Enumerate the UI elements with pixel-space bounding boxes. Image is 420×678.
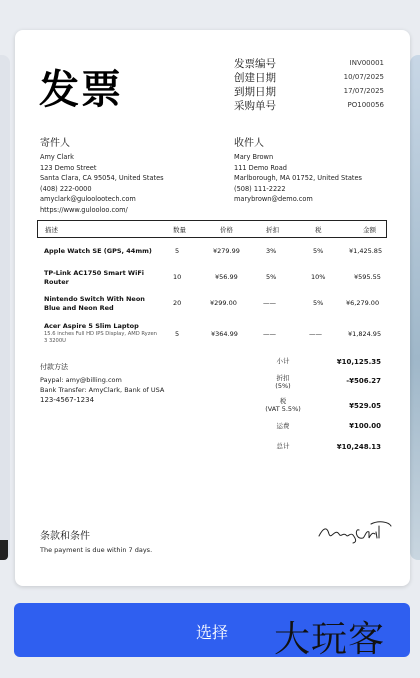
meta-row-invoice-number	[234, 56, 384, 70]
item-discount: 5%	[266, 273, 277, 281]
subtotal-value: ¥10,125.35	[336, 358, 381, 366]
sender-line: amyclark@guloolootech.com	[40, 195, 136, 203]
payment-phone: 123-4567-1234	[40, 396, 95, 404]
recipient-line: 111 Demo Road	[234, 163, 287, 172]
item-discount: 3%	[266, 247, 277, 255]
item-discount: ——	[263, 330, 276, 338]
item-price: ¥56.99	[215, 273, 238, 281]
discount-label: 折扣	[276, 374, 290, 382]
tax-rate: (VAT 5.5%)	[265, 405, 301, 413]
watermark-logo: 大玩客	[274, 619, 386, 660]
meta-value: PO100056	[347, 101, 384, 109]
payment-block	[40, 362, 164, 404]
item-price: ¥364.99	[211, 330, 238, 338]
sender-block	[40, 134, 164, 215]
item-name: Nintendo Switch With Neon Blue and Neon Red	[44, 295, 145, 312]
header-tax: 税	[315, 226, 322, 234]
items-table-header	[37, 220, 387, 238]
shipping-label: 运费	[276, 422, 290, 430]
header-description: 描述	[45, 226, 58, 234]
item-price: ¥299.00	[210, 299, 237, 307]
item-price: ¥279.99	[213, 247, 240, 255]
recipient-block	[234, 134, 362, 205]
recipient-line: Mary Brown	[234, 153, 274, 161]
total-label: 总计	[276, 442, 290, 450]
item-tax: ——	[309, 330, 322, 338]
total-value: ¥10,248.13	[336, 443, 381, 451]
sender-line: Amy Clark	[40, 153, 74, 161]
item-amount: ¥1,425.85	[349, 247, 383, 255]
header-amount: 金额	[363, 226, 376, 234]
recipient-heading: 收件人	[234, 138, 264, 149]
tax-value: ¥529.05	[349, 402, 381, 410]
terms-block	[40, 527, 152, 554]
item-name: Acer Aspire 5 Slim Laptop	[44, 322, 139, 330]
sender-heading: 寄件人	[40, 138, 70, 149]
item-tax: 5%	[313, 247, 324, 255]
meta-row-created-date	[234, 70, 384, 84]
meta-label: 创建日期	[234, 71, 276, 84]
payment-heading: 付款方法	[40, 363, 68, 371]
meta-row-due-date	[234, 84, 384, 98]
sender-line: (408) 222-0000	[40, 184, 92, 193]
item-subtitle: 15.6 inches Full HD IPS Display, AMD Ryzen 3 3200U	[44, 331, 157, 344]
meta-label: 到期日期	[234, 85, 276, 98]
terms-text: The payment is due within 7 days.	[40, 546, 153, 554]
subtotal-label: 小计	[276, 357, 290, 365]
background-card-left	[0, 55, 10, 560]
item-tax: 5%	[313, 299, 324, 307]
item-qty: 5	[175, 247, 180, 255]
invoice-title: 发票	[39, 67, 123, 113]
invoice-meta	[234, 56, 384, 112]
discount-rate: (5%)	[275, 382, 291, 390]
payment-bank: Bank Transfer: AmyClark, Bank of USA	[40, 385, 165, 394]
meta-label: 采购单号	[234, 99, 276, 112]
terms-heading: 条款和条件	[40, 531, 90, 542]
item-name: TP-Link AC1750 Smart WiFi Router	[44, 269, 145, 286]
header-price: 价格	[220, 226, 233, 234]
meta-value: 10/07/2025	[343, 73, 384, 81]
item-name: Apple Watch SE (GPS, 44mm)	[44, 247, 152, 255]
background-card-left-edge	[0, 540, 8, 560]
item-tax: 10%	[311, 273, 326, 281]
item-qty: 10	[173, 273, 182, 281]
invoice-template-card[interactable]	[15, 30, 410, 586]
discount-value: -¥506.27	[346, 377, 381, 385]
sender-line: 123 Demo Street	[40, 163, 97, 172]
header-quantity: 数量	[173, 226, 186, 234]
header-discount: 折扣	[266, 226, 279, 234]
tax-label: 税	[279, 397, 287, 405]
meta-value: INV00001	[349, 59, 384, 67]
item-amount: ¥1,824.95	[348, 330, 382, 338]
recipient-line: (508) 111-2222	[234, 184, 286, 193]
background-card-right[interactable]	[410, 55, 420, 560]
item-qty: 5	[175, 330, 180, 338]
item-qty: 20	[173, 299, 182, 307]
item-amount: ¥595.55	[354, 273, 381, 281]
select-button-label: 选择	[195, 623, 228, 642]
item-discount: ——	[263, 299, 276, 307]
recipient-line: marybrown@demo.com	[234, 195, 313, 203]
sender-line: Santa Clara, CA 95054, United States	[40, 174, 164, 182]
signature-image	[313, 518, 393, 550]
recipient-line: Marlborough, MA 01752, United States	[234, 174, 362, 182]
item-amount: ¥6,279.00	[346, 299, 380, 307]
shipping-value: ¥100.00	[349, 422, 381, 430]
sender-line: https://www.gulooloo.com/	[40, 205, 128, 214]
meta-row-po-number	[234, 98, 384, 112]
payment-paypal: Paypal: amy@billing.com	[40, 376, 122, 384]
meta-value: 17/07/2025	[343, 87, 384, 95]
meta-label: 发票编号	[234, 57, 276, 70]
